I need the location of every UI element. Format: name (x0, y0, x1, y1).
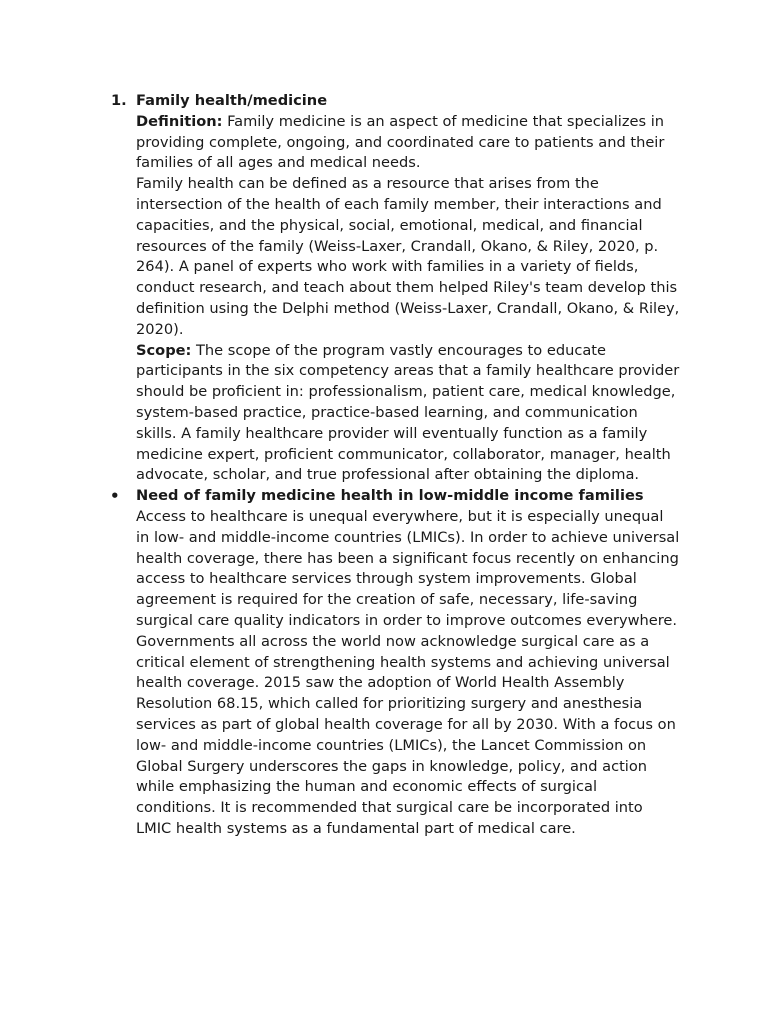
governments-paragraph: Governments all across the world now acknowledge surgical care as a critical element of strengthening health systems and achieving universal health coverage. 2015 saw the adoption of World Health Assembly Resolution 68.15, which called for prioritizing surgery and anesthesia services as part of global health coverage for all by 2030. With a focus on low- and middle-income countries (LMICs), the Lancet Commission on Global Surgery underscores the gaps in knowledge, policy, and action while emphasizing the human and economic effects of surgical conditions. It is recommended that surgical care be incorporated into LMIC health systems as a fundamental part of medical care. (136, 632, 676, 837)
definition-label: Definition: (136, 112, 223, 130)
list-item-need-family-medicine (110, 486, 681, 840)
scope-paragraph (136, 341, 681, 487)
access-paragraph: Access to healthcare is unequal everywhere, but it is especially unequal in low- and middle-income countries (LMICs). In order to achieve universal health coverage, there has been a significant focus recently on enhancing access to healthcare services through system improvements. Global agreement is required for the creation of safe, necessary, life-saving surgical care quality indicators in order to improve outcomes everywhere. (136, 507, 680, 629)
scope-label: Scope: (136, 341, 192, 359)
list-number: 1. (111, 92, 127, 109)
definition-text: Family medicine is an aspect of medicine that specializes in providing complete, ongoing, and coordinated care to patients and their families of all ages and medical needs. (136, 112, 665, 172)
section-heading: Family health/medicine (136, 92, 328, 109)
section-heading: Need of family medicine health in low-middle income families (136, 487, 644, 505)
family-health-paragraph: Family health can be defined as a resource that arises from the intersection of the health of each family member, their interactions and capacities, and the physical, social, emotional, medical, and financial resources of the family (Weiss-Laxer, Crandall, Okano, & Riley, 2020, p. 264). A panel of experts who work with families in a variety of fields, conduct research, and teach about them helped Riley's team develop this definition using the Delphi method (Weiss-Laxer, Crandall, Okano, & Riley, 2020). (136, 175, 680, 338)
bullet-icon: • (110, 487, 120, 506)
scope-text: The scope of the program vastly encourages to educate participants in the six competency areas that a family healthcare provider should be proficient in: professionalism, patient care, medical knowledge, system-based practice, practice-based learning, and communication skills. A family healthcare provider will eventually function as a family medicine expert, proficient communicator, collaborator, manager, health advocate, scholar, and true professional after obtaining the diploma. (136, 341, 680, 484)
definition-paragraph (136, 112, 681, 174)
list-item-family-health (111, 91, 681, 486)
